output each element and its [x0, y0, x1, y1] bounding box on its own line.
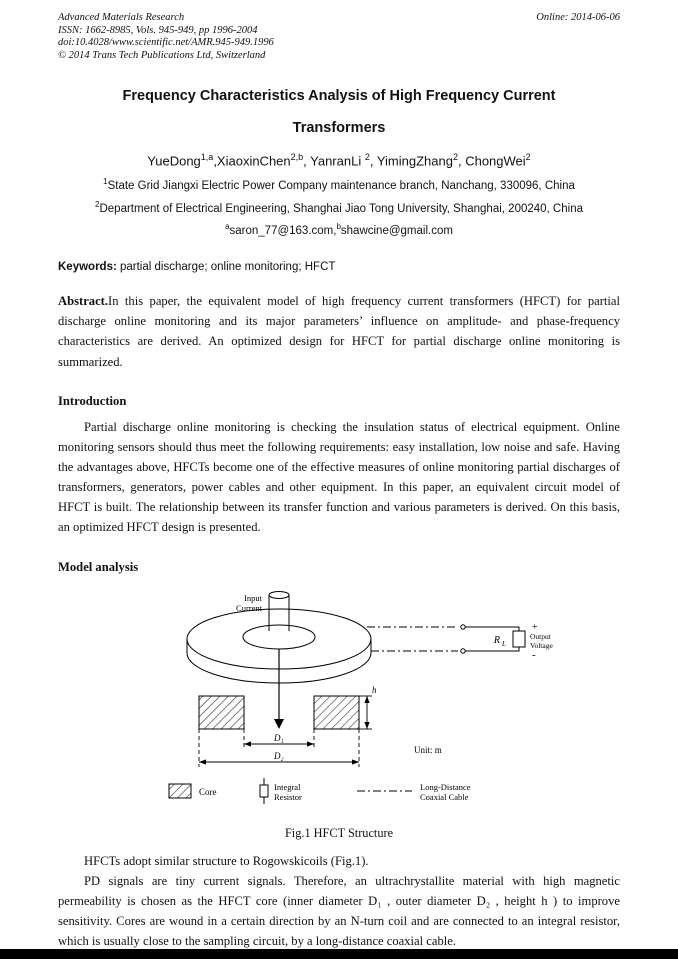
author-name: ,XiaoxinChen — [213, 153, 291, 169]
online-date: Online: 2014-06-06 — [536, 12, 620, 23]
section-heading-model-analysis: Model analysis — [58, 559, 139, 574]
author-sup: 1,a — [200, 152, 214, 163]
minus-label: - — [532, 648, 536, 661]
current-arrowhead — [274, 719, 284, 729]
journal-name: Advanced Materials Research — [58, 12, 185, 23]
author-name: , YanranLi — [303, 153, 365, 169]
email-a: saron_77@163.com, — [229, 225, 337, 238]
rl-label-r: R — [493, 634, 500, 646]
copyright-line: © 2014 Trans Tech Publications Ltd, Switzerland — [58, 49, 266, 61]
legend-resistor-label-2: Resistor — [274, 791, 302, 802]
author-name: YueDong — [147, 153, 201, 169]
abstract-label: Abstract. — [58, 294, 109, 309]
abstract-text: In this paper, the equivalent model of high frequency current transformers (HFCT) for partial discharge online monitoring and its major parameters’ influence on amplitude- and phase-frequency characteristics are derived. An optimized design for HFCT for partial discharge online monitoring is summarized. — [58, 294, 620, 369]
abstract — [58, 291, 620, 372]
emails-line — [58, 222, 620, 237]
core-cross-section-right — [314, 696, 359, 729]
keywords-line — [58, 261, 620, 273]
author-sup: 2 — [452, 152, 458, 163]
output-voltage-label-2: Voltage — [530, 640, 553, 650]
load-resistor-symbol — [513, 631, 525, 647]
keywords-text: partial discharge; online monitoring; HFCT — [116, 261, 336, 274]
height-dimension — [359, 696, 372, 729]
paper-title-line2: Transformers — [292, 120, 386, 137]
legend-cable-label-1: Long-Distance — [420, 781, 471, 792]
journal-header — [58, 12, 620, 62]
legend-resistor-symbol — [260, 778, 268, 804]
output-voltage-label-1: Output — [530, 631, 551, 641]
figure-1 — [58, 581, 620, 841]
input-current-label-2: Current — [236, 602, 262, 613]
unit-label: Unit: m — [414, 744, 442, 755]
terminal-bottom — [461, 648, 465, 652]
terminal-top — [461, 624, 465, 628]
affiliation-sup: 2 — [95, 199, 100, 209]
legend-core-swatch — [169, 784, 191, 798]
keywords-label: Keywords: — [58, 261, 117, 274]
hfct-structure-diagram — [114, 581, 564, 819]
d2-label: D₂ — [274, 750, 284, 761]
affiliation-sup: 1 — [103, 176, 108, 186]
paragraph-after-figure-1: HFCTs adopt similar structure to Rogowskicoils (Fig.1). — [84, 853, 369, 868]
author-name: , YimingZhang — [369, 153, 453, 169]
author-sup: 2 — [525, 152, 531, 163]
legend-resistor-label-1: Integral — [274, 781, 301, 792]
affiliation-2 — [58, 200, 620, 215]
section-heading-introduction: Introduction — [58, 393, 127, 408]
legend-cable-label-2: Coaxial Cable — [420, 791, 469, 802]
paragraph-after-figure-2: PD signals are tiny current signals. Therefore, an ultrachrystallite material with high magnetic permeability is chosen as the HFCT core (inner diameter D₁ , outer diameter D₂ , height h ) to improve sensitivity. Cores are wound in a certain direction by an N-turn coil and are connected to an integral resistor, which is usually close to the sampling circuit, by a long-distance coaxial cable. — [58, 873, 620, 949]
input-current-label-1: Input — [244, 592, 262, 603]
email-b: shawcine@gmail.com — [340, 225, 453, 238]
figure-caption: Fig.1 HFCT Structure — [284, 825, 394, 840]
email-sup-a: a — [225, 222, 230, 232]
scan-edge-strip — [0, 949, 678, 959]
doi-line: doi:10.4028/www.scientific.net/AMR.945-949.1996 — [58, 37, 274, 49]
author-name: , ChongWei — [457, 153, 526, 169]
plus-label: + — [532, 621, 538, 633]
h-label: h — [372, 684, 377, 695]
author-sup: 2,b — [290, 152, 304, 163]
affiliation-1 — [58, 177, 620, 192]
authors-line — [58, 152, 620, 168]
legend-core-label: Core — [199, 786, 217, 797]
rl-label-l: L — [502, 639, 506, 648]
d1-label: D₁ — [274, 732, 284, 743]
issn-line: ISSN: 1662-8985, Vols. 945-949, pp 1996-2004 — [58, 24, 258, 36]
author-sup: 2 — [364, 152, 370, 163]
email-sup-b: b — [336, 222, 341, 232]
core-cross-section-left — [199, 696, 244, 729]
affiliation-text: State Grid Jiangxi Electric Power Company maintenance branch, Nanchang, 330096, China — [107, 179, 575, 192]
introduction-paragraph: Partial discharge online monitoring is checking the insulation status of electrical equipment. Online monitoring sensors should thus meet the following requirements: easy installation, low noise and safe. Having the advantages above, HFCTs become one of the effective measures of online monitoring partial discharges of transformers, generators, power cables and other equipment. In this paper, an equivalent circuit model of HFCT is built. The relationship between its transfer function and various parameters is derived. On this basis, an optimized HFCT design is presented. — [58, 419, 620, 535]
paper-title-line1: Frequency Characteristics Analysis of High Frequency Current — [122, 88, 556, 105]
affiliation-text: Department of Electrical Engineering, Shanghai Jiao Tong University, Shanghai, 200240, China — [99, 202, 583, 215]
